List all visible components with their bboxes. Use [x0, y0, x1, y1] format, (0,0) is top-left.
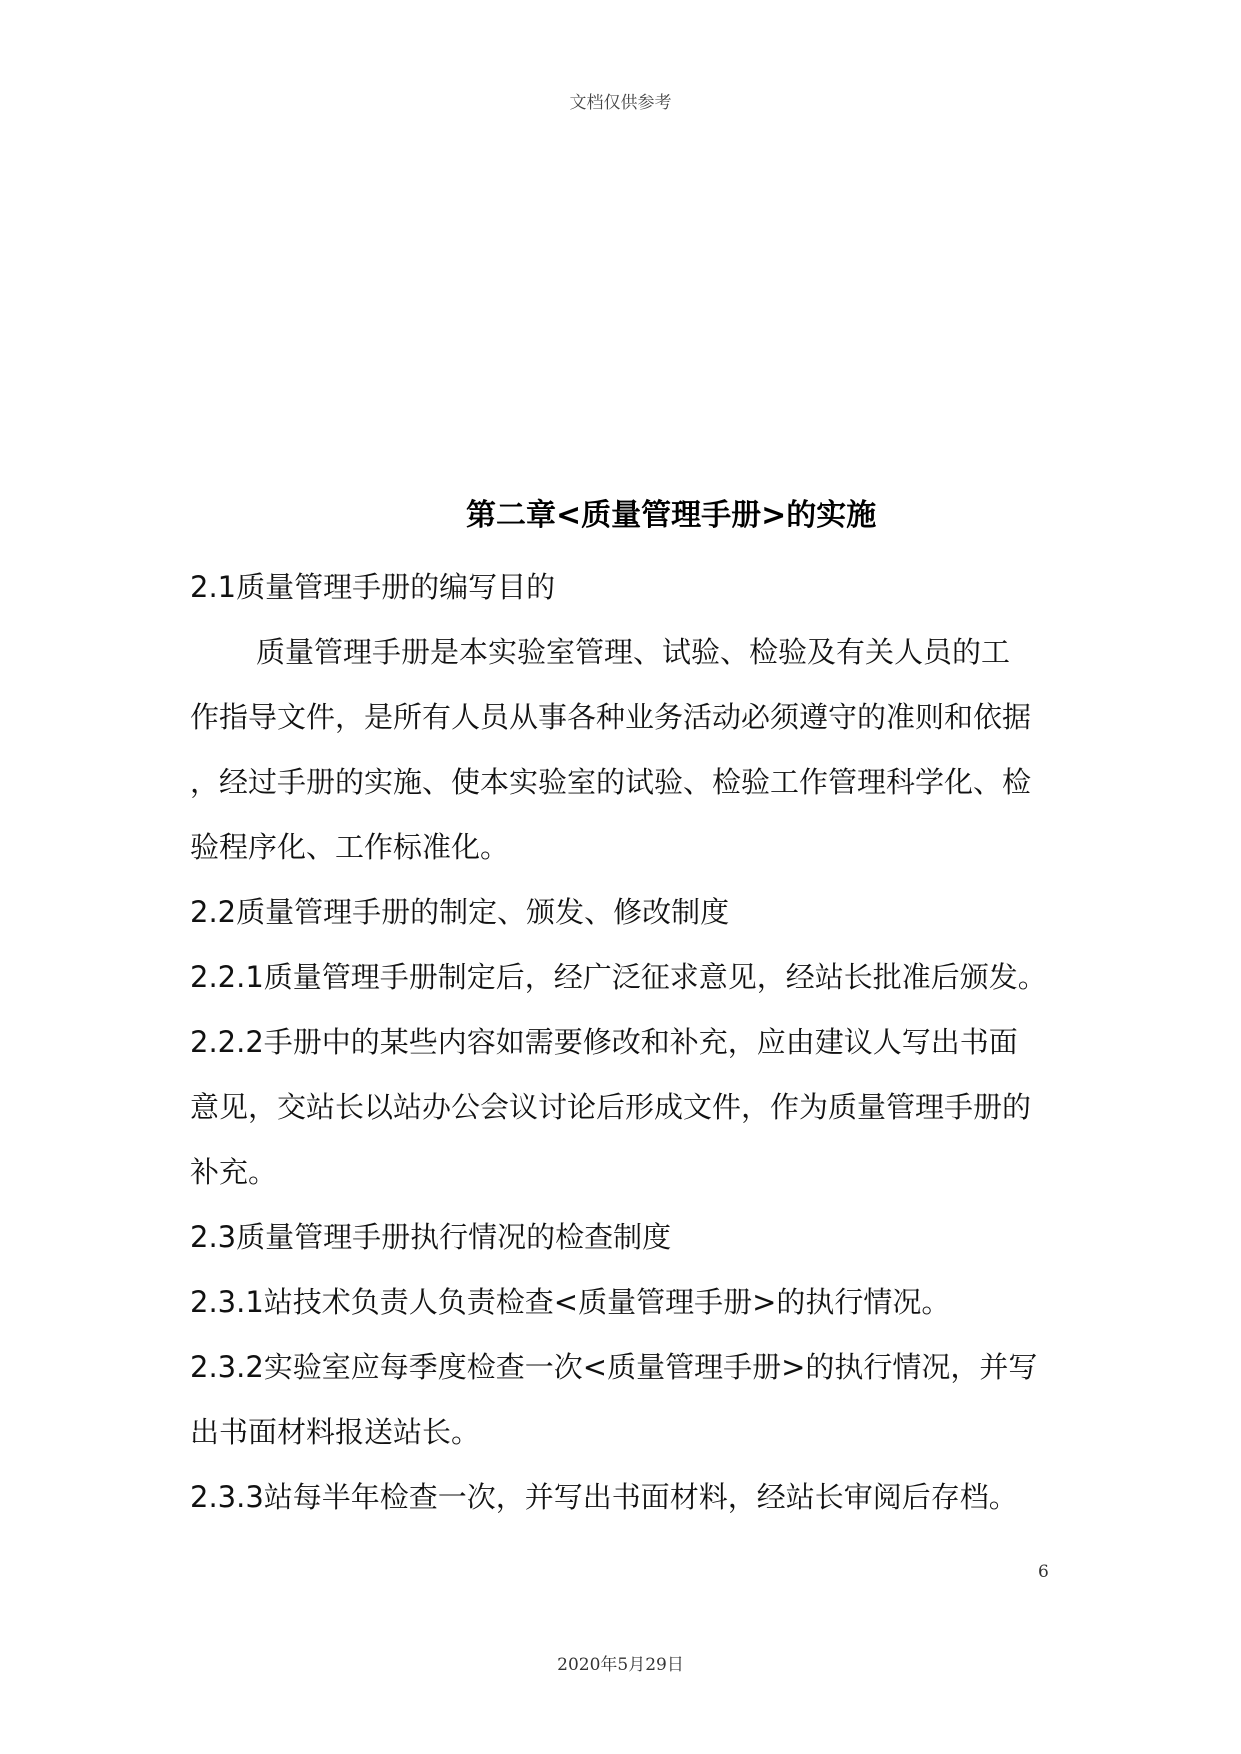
footer-date: 2020年5月29日	[557, 1655, 684, 1675]
clause-2-2-1: 2.2.1质量管理手册制定后，经广泛征求意见，经站长批准后颁发。	[190, 960, 1047, 994]
paragraph-line: 质量管理手册是本实验室管理、试验、检验及有关人员的工	[256, 635, 1011, 669]
clause-2-3-1: 2.3.1站技术负责人负责检查<质量管理手册>的执行情况。	[190, 1285, 951, 1319]
header-note: 文档仅供参考	[569, 93, 672, 113]
paragraph-line: 出书面材料报送站长。	[190, 1415, 481, 1449]
section-heading-2-3: 2.3质量管理手册执行情况的检查制度	[190, 1220, 672, 1254]
clause-2-2-2: 2.2.2手册中的某些内容如需要修改和补充，应由建议人写出书面	[190, 1025, 1018, 1059]
page-number: 6	[1038, 1562, 1049, 1582]
section-heading-2-2: 2.2质量管理手册的制定、颁发、修改制度	[190, 895, 730, 929]
chapter-title: 第二章<质量管理手册>的实施	[466, 498, 877, 533]
paragraph-line: ，经过手册的实施、使本实验室的试验、检验工作管理科学化、检	[190, 765, 1032, 799]
paragraph-line: 验程序化、工作标准化。	[190, 830, 510, 864]
section-heading-2-1: 2.1质量管理手册的编写目的	[190, 570, 556, 604]
document-body	[190, 555, 1060, 1530]
paragraph-line: 补充。	[190, 1155, 278, 1189]
paragraph-line: 作指导文件，是所有人员从事各种业务活动必须遵守的准则和依据	[190, 700, 1032, 734]
paragraph-line: 意见，交站长以站办公会议讨论后形成文件，作为质量管理手册的	[190, 1090, 1032, 1124]
clause-2-3-2: 2.3.2实验室应每季度检查一次<质量管理手册>的执行情况，并写	[190, 1350, 1038, 1384]
clause-2-3-3: 2.3.3站每半年检查一次，并写出书面材料，经站长审阅后存档。	[190, 1480, 1018, 1514]
